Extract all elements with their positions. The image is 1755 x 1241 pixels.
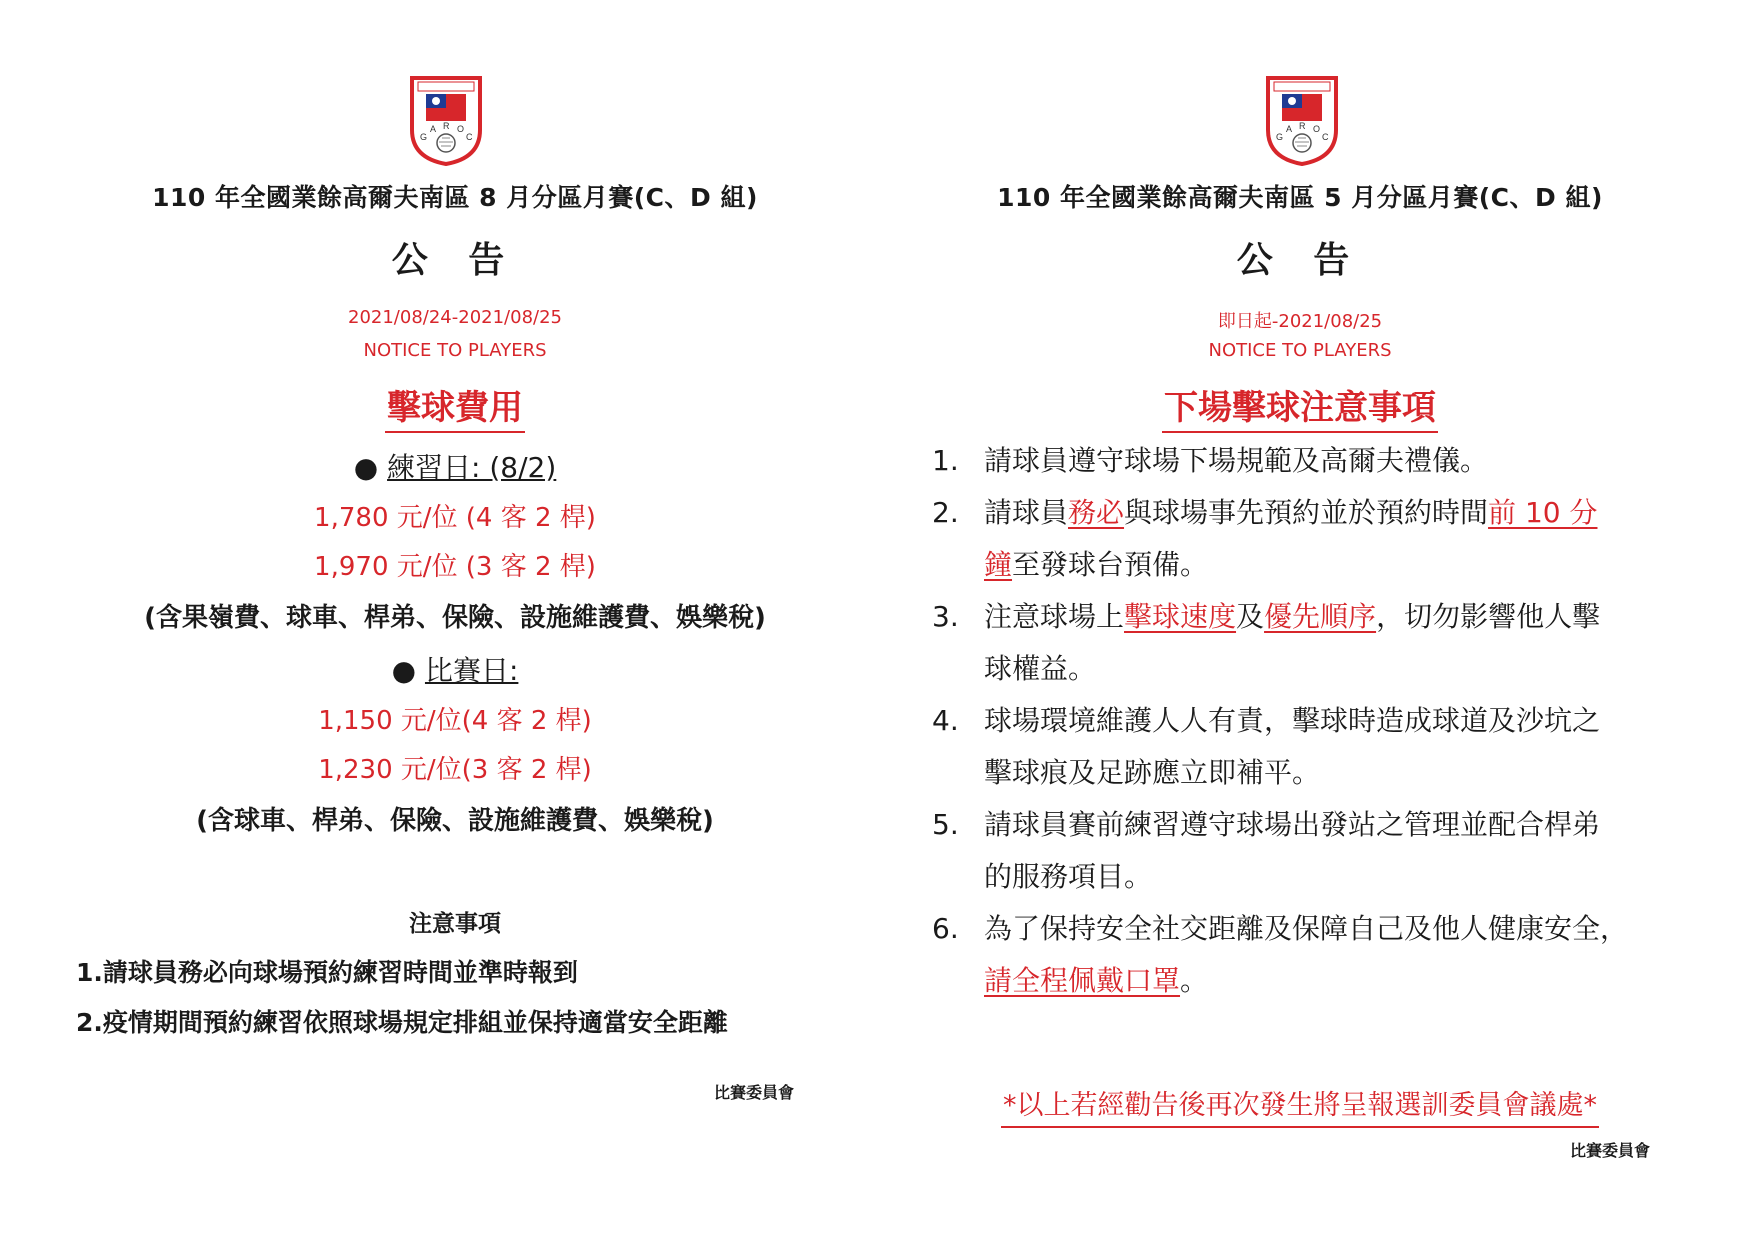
match-price-3: 1,230 元/位(3 客 2 桿) <box>318 755 592 785</box>
rule-number: 2. <box>932 496 959 529</box>
practice-price-4: 1,780 元/位 (4 客 2 桿) <box>314 503 596 533</box>
right-section-heading: 下場擊球注意事項 <box>1162 380 1438 433</box>
right-committee-signature: 比賽委員會 <box>1570 1141 1651 1160</box>
right-notice-heading: 公 告 <box>1236 240 1364 281</box>
rule-item <box>932 695 1692 799</box>
rule-number: 1. <box>932 444 959 477</box>
warning-text: *以上若經勸告後再次發生將呈報選訓委員會議處* <box>1001 1083 1599 1128</box>
rule-emphasis: 鐘 <box>984 548 1013 581</box>
right-section-heading-wrap <box>900 380 1700 433</box>
left-notice-heading: 公 告 <box>391 240 519 281</box>
rule-text: 球權益。 <box>984 652 1097 685</box>
svg-text:G: G <box>1276 132 1284 142</box>
rule-emphasis: 擊球速度 <box>1124 600 1237 633</box>
rule-text: 球場環境維護人人有責，擊球時造成球道及沙坑之 <box>984 704 1601 737</box>
rule-text: 擊球痕及足跡應立即補平。 <box>984 756 1321 789</box>
svg-text:C: C <box>1322 132 1329 142</box>
left-section-heading: 擊球費用 <box>385 380 525 433</box>
rule-text: 及 <box>1236 600 1265 633</box>
rule-emphasis: 前 10 分 <box>1488 496 1598 529</box>
right-date-range: 即日起-2021/08/25 <box>1217 311 1383 332</box>
match-day-line <box>60 649 850 689</box>
right-notice-to-players: NOTICE TO PLAYERS <box>1208 340 1392 361</box>
svg-text:R: R <box>443 121 450 131</box>
left-event-title: 110 年全國業餘高爾夫南區 8 月分區月賽(C、D 組) <box>152 183 758 212</box>
warning-wrap <box>900 1083 1700 1128</box>
left-committee-signature: 比賽委員會 <box>714 1083 795 1102</box>
svg-text:C: C <box>466 132 473 142</box>
left-notice-to-players: NOTICE TO PLAYERS <box>363 340 547 361</box>
note-item: 1.請球員務必向球場預約練習時間並準時報到 <box>76 958 578 987</box>
notes-title: 注意事項 <box>409 911 501 937</box>
note-item: 2.疫情期間預約練習依照球場規定排組並保持適當安全距離 <box>76 1008 728 1037</box>
rule-number: 5. <box>932 808 959 841</box>
rule-text: 至發球台預備。 <box>1012 548 1209 581</box>
right-event-title: 110 年全國業餘高爾夫南區 5 月分區月賽(C、D 組) <box>997 183 1603 212</box>
svg-text:G: G <box>420 132 428 142</box>
rule-item <box>932 799 1692 903</box>
rule-text: 與球場事先預約並於預約時間 <box>1124 496 1489 529</box>
svg-text:A: A <box>430 124 437 134</box>
svg-text:R: R <box>1299 121 1306 131</box>
rule-item <box>932 903 1692 1007</box>
rule-emphasis: 務必 <box>1068 496 1125 529</box>
rule-text: 請球員 <box>984 496 1069 529</box>
practice-day-label: 練習日: (8/2) <box>387 451 557 484</box>
match-price-4: 1,150 元/位(4 客 2 桿) <box>318 706 592 736</box>
rule-emphasis: 請全程佩戴口罩 <box>984 964 1181 997</box>
rule-text: 為了保持安全社交距離及保障自己及他人健康安全， <box>984 912 1629 945</box>
match-includes: (含球車、桿弟、保險、設施維護費、娛樂稅) <box>196 806 714 836</box>
rule-number: 6. <box>932 912 959 945</box>
rule-item <box>932 591 1692 695</box>
rule-text: 的服務項目。 <box>984 860 1153 893</box>
garoc-logo-right <box>1262 72 1342 168</box>
rules-list <box>932 435 1692 1007</box>
rule-emphasis: 優先順序 <box>1264 600 1377 633</box>
rule-item <box>932 487 1692 591</box>
bullet-icon: ● <box>391 654 417 687</box>
practice-day-line <box>60 446 850 486</box>
rule-number: 3. <box>932 600 959 633</box>
match-day-label: 比賽日: <box>424 654 519 687</box>
rule-text: 請球員遵守球場下場規範及高爾夫禮儀。 <box>984 444 1489 477</box>
svg-text:O: O <box>457 124 465 134</box>
svg-text:O: O <box>1313 124 1321 134</box>
rule-text: 。 <box>1180 964 1209 997</box>
rule-text: ，切勿影響他人擊 <box>1376 600 1601 633</box>
rule-text: 請球員賽前練習遵守球場出發站之管理並配合桿弟 <box>984 808 1601 841</box>
rule-item <box>932 435 1692 487</box>
rule-number: 4. <box>932 704 959 737</box>
garoc-logo-left <box>406 72 486 168</box>
left-section-heading-wrap <box>60 380 850 433</box>
svg-text:A: A <box>1286 124 1293 134</box>
rule-text: 注意球場上 <box>984 600 1125 633</box>
left-date-range: 2021/08/24-2021/08/25 <box>348 307 562 328</box>
practice-price-3: 1,970 元/位 (3 客 2 桿) <box>314 552 596 582</box>
bullet-icon: ● <box>353 451 379 484</box>
practice-includes: (含果嶺費、球車、桿弟、保險、設施維護費、娛樂稅) <box>144 603 766 633</box>
